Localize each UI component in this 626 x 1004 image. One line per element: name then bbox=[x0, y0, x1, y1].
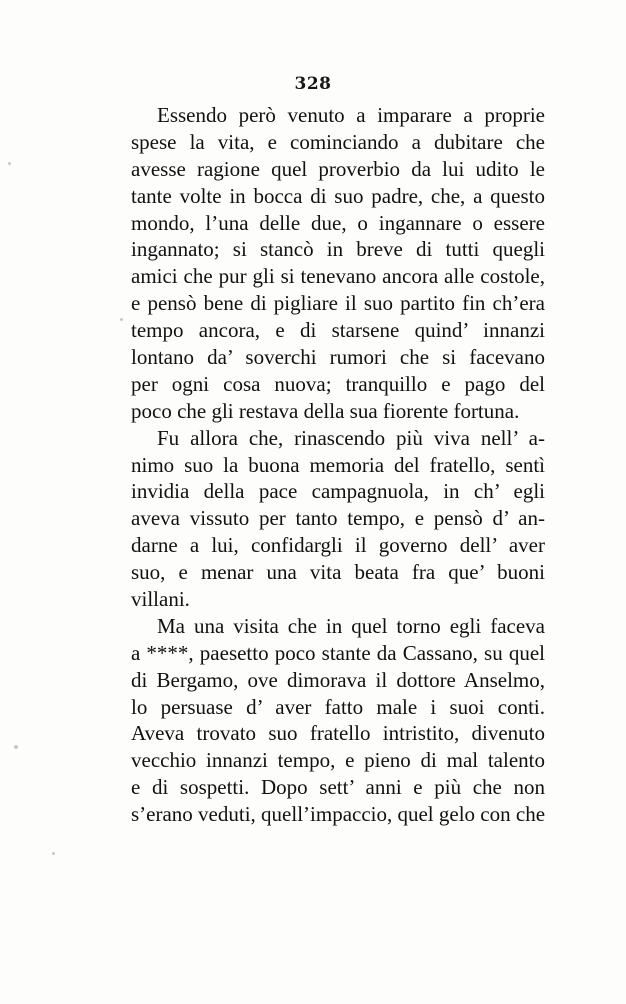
text-line: per ogni cosa nuova; tranquillo e pago del bbox=[131, 371, 545, 396]
text-line: e pensò bene di pigliare il suo partito fin ch’era bbox=[131, 291, 545, 316]
text-line: lontano da’ soverchi rumori che si facevano bbox=[131, 345, 545, 370]
text-line: aveva vissuto per tanto tempo, e pensò d’ an- bbox=[131, 506, 545, 531]
text-line: mondo, l’una delle due, o ingannare o essere bbox=[131, 210, 545, 235]
text-line: darne a lui, confidargli il governo dell’ aver bbox=[131, 533, 545, 558]
scan-speck bbox=[120, 318, 123, 321]
text-line: Fu allora che, rinascendo più viva nell’ a- bbox=[157, 425, 545, 450]
text-line: spese la vita, e cominciando a dubitare che bbox=[131, 129, 545, 154]
text-line: avesse ragione quel proverbio da lui udito le bbox=[131, 156, 545, 181]
scan-speck bbox=[8, 162, 11, 165]
text-line: a ****, paesetto poco stante da Cassano, su quel bbox=[131, 640, 545, 665]
text-line: e di sospetti. Dopo sett’ anni e più che non bbox=[131, 775, 545, 800]
text-line: amici che pur gli si tenevano ancora alle costole, bbox=[131, 264, 545, 289]
text-line: vecchio innanzi tempo, e pieno di mal talento bbox=[131, 748, 545, 773]
text-line: villani. bbox=[131, 587, 190, 612]
text-line: s’erano veduti, quell’impaccio, quel gelo con che bbox=[131, 802, 546, 827]
text-line: Aveva trovato suo fratello intristito, divenuto bbox=[131, 721, 545, 746]
text-line: poco che gli restava della sua fiorente fortuna. bbox=[131, 398, 520, 423]
text-line: suo, e menar una vita beata fra que’ buoni bbox=[131, 560, 545, 585]
text-line: Ma una visita che in quel torno egli faceva bbox=[157, 613, 545, 638]
scan-speck bbox=[14, 745, 18, 749]
scan-speck bbox=[52, 852, 55, 855]
text-line: tante volte in bocca di suo padre, che, a questo bbox=[131, 183, 545, 208]
text-line: ingannato; si stancò in breve di tutti quegli bbox=[131, 237, 545, 262]
text-line: invidia della pace campagnuola, in ch’ egli bbox=[131, 479, 545, 504]
text-line: tempo ancora, e di starsene quind’ innanzi bbox=[131, 318, 545, 343]
text-line: Essendo però venuto a imparare a proprie bbox=[157, 103, 545, 127]
text-line: nimo suo la buona memoria del fratello, sentì bbox=[131, 452, 545, 477]
body-text bbox=[131, 102, 545, 828]
page-number: 328 bbox=[294, 74, 332, 94]
text-line: lo persuase d’ aver fatto male i suoi conti. bbox=[131, 694, 545, 719]
text-line: di Bergamo, ove dimorava il dottore Anselmo, bbox=[131, 667, 545, 692]
